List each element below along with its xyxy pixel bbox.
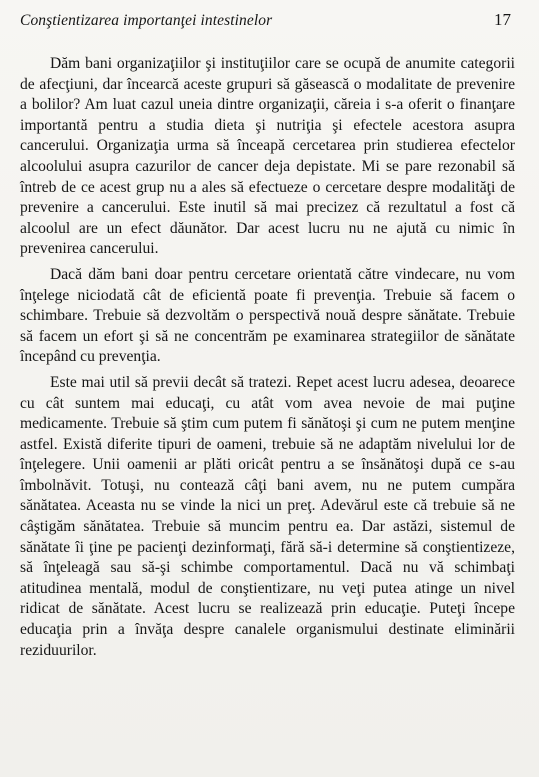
paragraph: Este mai util să previi decât să tratezi. Repet acest lucru adesea, deoarece cu cât suntem mai educaţi, cu atât vom avea nevoie de mai puţine medicamente. Trebuie să ştim cum putem fi sănătoşi şi cum ne putem menţine astfel. Există diferite tipuri de oameni, trebuie să ne adaptăm nivelului lor de înţelegere. Unii oamenii ar plăti oricât pentru a se însănătoşi după ce s-au îmbolnăvit. Totuşi, nu contează câţi bani avem, nu ne putem cumpăra sănătatea. Aceasta nu se vinde la nici un preţ. Adevărul este că trebuie să ne câştigăm sănătatea. Trebuie să muncim pentru ea. Dar astăzi, sistemul de sănătate îi ţine pe pacienţi dezinformaţi, fără să-i determine să conştientizeze, să înţeleagă sau să-şi schimbe comportamentul. Dacă nu vă schimbaţi atitudinea mentală, modul de conştientizare, nu veţi putea atinge un nivel ridicat de sănătate. Acest lucru se realizează prin educaţie. Puteţi începe educaţia prin a învăţa despre canalele organismului destinate eliminării reziduurilor. <box>20 373 515 659</box>
page-number: 17 <box>494 10 511 29</box>
body-text <box>20 54 515 661</box>
paragraph: Dăm bani organizaţiilor şi instituţiilor care se ocupă de anumite categorii de afecţiuni, dar încearcă aceste grupuri să găsească o modalitate de prevenire a bolilor? Am luat cazul uneia dintre organizaţii, căreia i s-a oferit o finanţare importantă pentru a studia dieta şi nutriţia şi efectele acestora asupra cancerului. Organizaţia urma să înceapă cercetarea prin studierea efectelor alcoolului asupra cazurilor de cancer deja depistate. Mi se pare rezonabil să întreb de ce acest grup nu a ales să efectueze o cercetare despre modalităţi de prevenire a cancerului. Este inutil să mai precizez că rezultatul a fost că alcoolul are un efect dăunător. Dar acest lucru nu ne ajută cu nimic în prevenirea cancerului. <box>20 55 515 258</box>
paragraph: Dacă dăm bani doar pentru cercetare orientată către vindecare, nu vom înţelege niciodată cât de eficientă poate fi prevenţia. Trebuie să facem o schimbare. Trebuie să dezvoltăm o perspectivă nouă despre sănătate. Trebuie să facem un efort şi să ne concentrăm pe examinarea strategiilor de sănătate începând cu prevenţia. <box>20 265 515 366</box>
running-head <box>20 10 515 40</box>
running-title: Conştientizarea importanţei intestinelor <box>20 12 273 29</box>
